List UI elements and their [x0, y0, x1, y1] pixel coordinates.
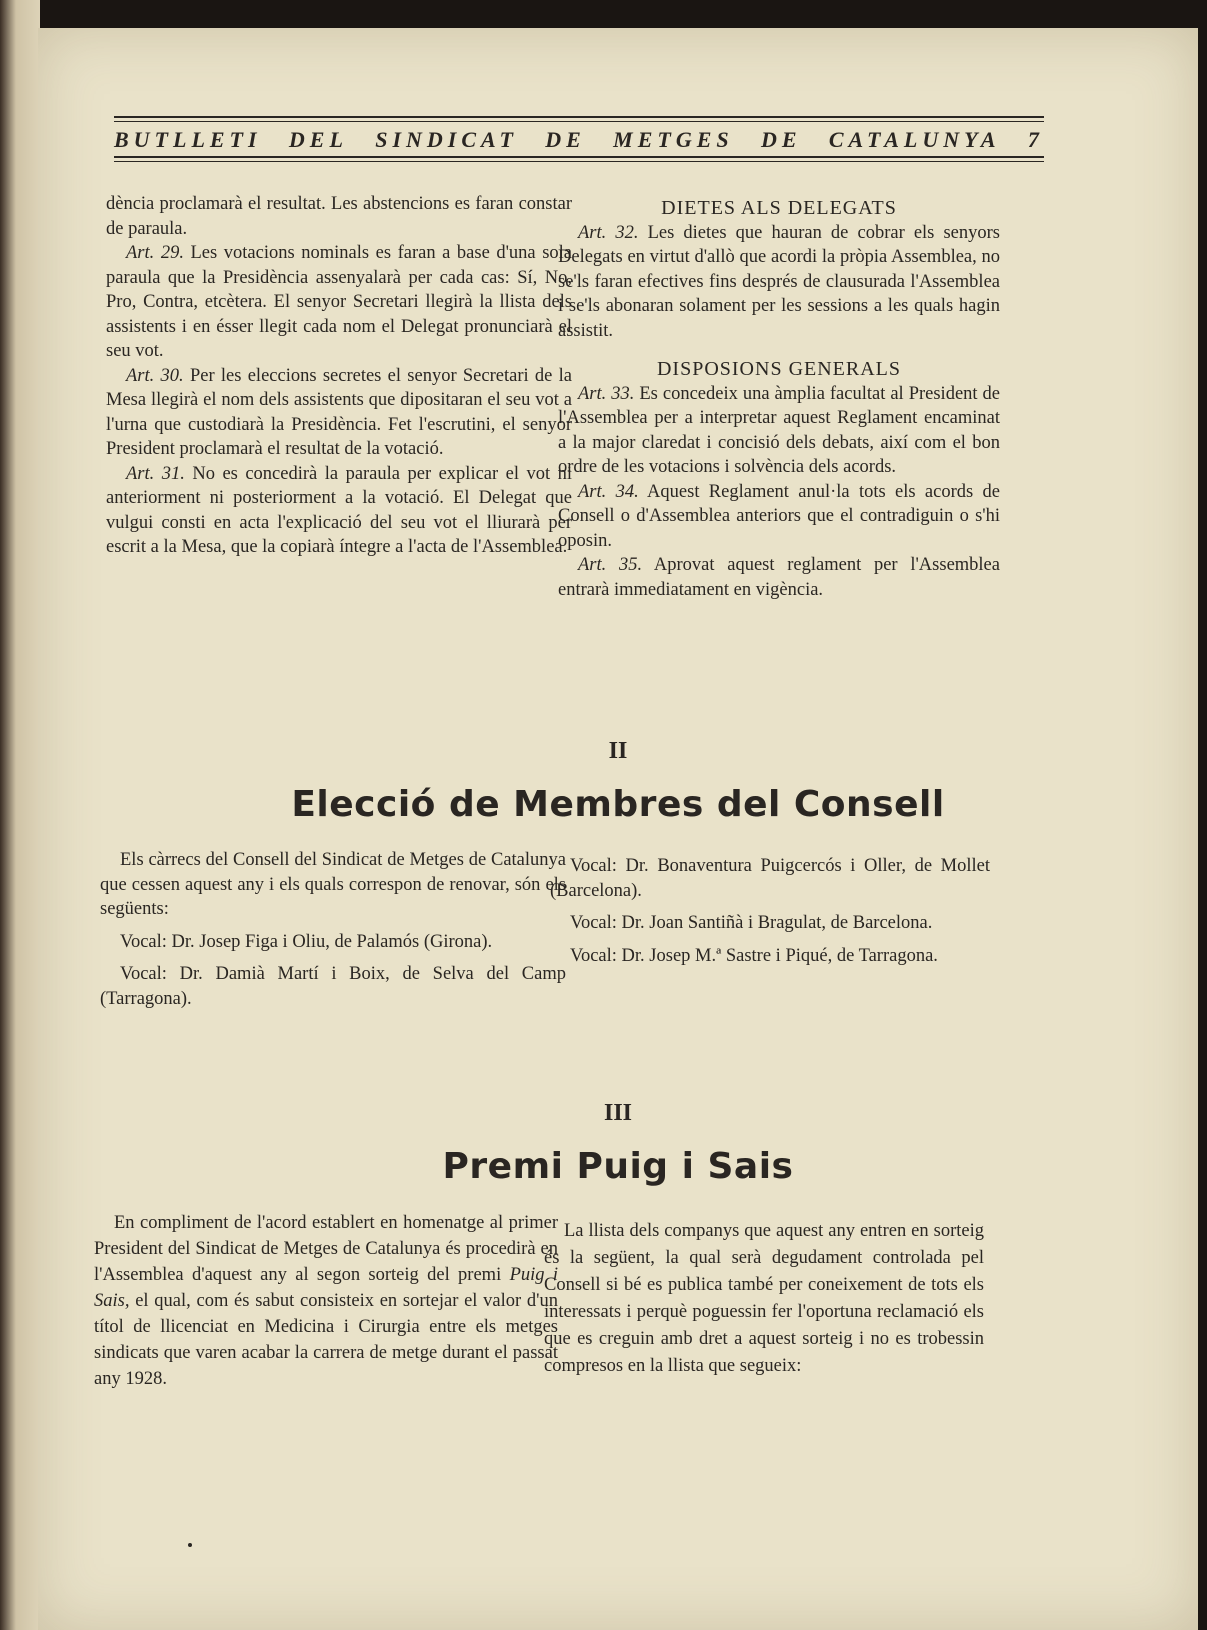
page-number: 7: [1027, 127, 1044, 152]
paragraph: dència proclamarà el resultat. Les abstencions es faran constar de paraula.: [106, 194, 572, 239]
article-33: Art. 33. Es concedeix una àmplia facultat al President de l'Assemblea per a interpretar aquest Reglament encaminat a la major claredat i concisió dels debats, així com el bon ordre de les votacions i solvència dels acords.: [558, 383, 1001, 477]
dietes-heading: DIETES ALS DELEGATS: [661, 197, 897, 219]
article-29: Art. 29. Les votacions nominals es faran a base d'una sola paraula que la Presidència assenyalarà per cada cas: Sí, No, Pro, Contra, etcètera. El senyor Secretari llegirà la llista dels assistents i en ésser llegit cada nom el Delegat pronunciarà el seu vot.: [106, 243, 572, 361]
adjacent-page-edge: [0, 0, 40, 1630]
header-word: METGES: [613, 127, 734, 152]
vocal-entry: Vocal: Dr. Joan Santiñà i Bragulat, de Barcelona.: [570, 913, 933, 933]
document-page: [38, 28, 1198, 1630]
article-30: Art. 30. Per les eleccions secretes el senyor Secretari de la Mesa llegirà el nom dels assistents que dipositaran el seu vot a l'urna que custodiarà la Presidència. Fet l'escrutini, el senyor President proclamarà el resultat de la votació.: [106, 365, 572, 459]
article-34: Art. 34. Aquest Reglament anul·la tots els acords de Consell o d'Assemblea anteriors que el contradiguin o s'hi oposin.: [558, 481, 1001, 551]
paragraph: La llista dels companys que aquest any entren en sorteig és la següent, la qual serà degudament controlada pel Consell si bé es publica també per coneixement de tots els interessats i perquè poguessin fer l'oportuna reclamació els que es creguin amb dret a aquest sorteig i no es trobessin compresos en la llista que segueix:: [544, 1221, 984, 1376]
header-word: DEL: [288, 127, 348, 152]
right-column-top: [558, 196, 1000, 602]
ink-speck: [188, 1543, 192, 1547]
paragraph: En compliment de l'acord establert en homenatge al primer President del Sindicat de Metges de Catalunya és procedirà en l'Assemblea d'aquest any al segon sorteig del premi Puig i Sais, el qual, com és sabut consisteix en sortejar el valor d'un títol de llicenciat en Medicina i Cirurgia entre els metges sindicats que varen acabar la carrera de metge durant el passat any 1928.: [94, 1213, 558, 1389]
section3-right-column: [544, 1218, 984, 1380]
section2-left-column: [100, 848, 566, 1019]
section3-left-column: [94, 1210, 558, 1392]
section-title: Premi Puig i Sais: [442, 1146, 794, 1187]
header-word: DE: [760, 127, 802, 152]
vocal-entry: Vocal: Dr. Damià Martí i Boix, de Selva del Camp (Tarragona).: [100, 964, 566, 1009]
header-word: SINDICAT: [375, 127, 518, 152]
section-title: Elecció de Membres del Consell: [291, 784, 945, 825]
section-numeral: II: [608, 738, 628, 764]
section-numeral: III: [603, 1100, 633, 1126]
header-word: BUTLLETI: [114, 127, 262, 152]
article-35: Art. 35. Aprovat aquest reglament per l'Assemblea entrarà immediatament en vigència.: [558, 555, 1000, 600]
journal-title: [114, 122, 1044, 156]
vocal-entry: Vocal: Dr. Josep M.ª Sastre i Piqué, de Tarragona.: [570, 945, 938, 966]
paragraph: Els càrrecs del Consell del Sindicat de Metges de Catalunya que cessen aquest any i els quals correspon de renovar, són els següents:: [100, 850, 566, 919]
section2-right-column: [550, 854, 990, 976]
article-32: Art. 32. Les dietes que hauran de cobrar els senyors Delegats en virtut d'allò que acordi la pròpia Assemblea, no se'ls faran efectives fins després de clausurada l'Assemblea i se'ls abonaran solament per les sessions a les quals hagin assistit.: [558, 222, 1001, 341]
article-31: Art. 31. No es concedirà la paraula per explicar el vot ni anteriorment ni posteriorment a la votació. El Delegat que vulgui consti en acta l'explicació del seu vot el lliurarà per escrit a la Mesa, que la copiarà íntegre a l'acta de l'Assemblea.: [106, 463, 572, 557]
vocal-entry: Vocal: Dr. Josep Figa i Oliu, de Palamós (Girona).: [120, 931, 493, 952]
page-header: [114, 116, 1044, 162]
disposicions-heading: DISPOSIONS GENERALS: [656, 358, 902, 380]
header-word: DE: [545, 127, 586, 152]
left-column-top: [106, 192, 572, 560]
header-word: CATALUNYA: [828, 127, 1001, 152]
vocal-entry: Vocal: Dr. Bonaventura Puigcercós i Oller, de Mollet (Barcelona).: [550, 856, 990, 901]
